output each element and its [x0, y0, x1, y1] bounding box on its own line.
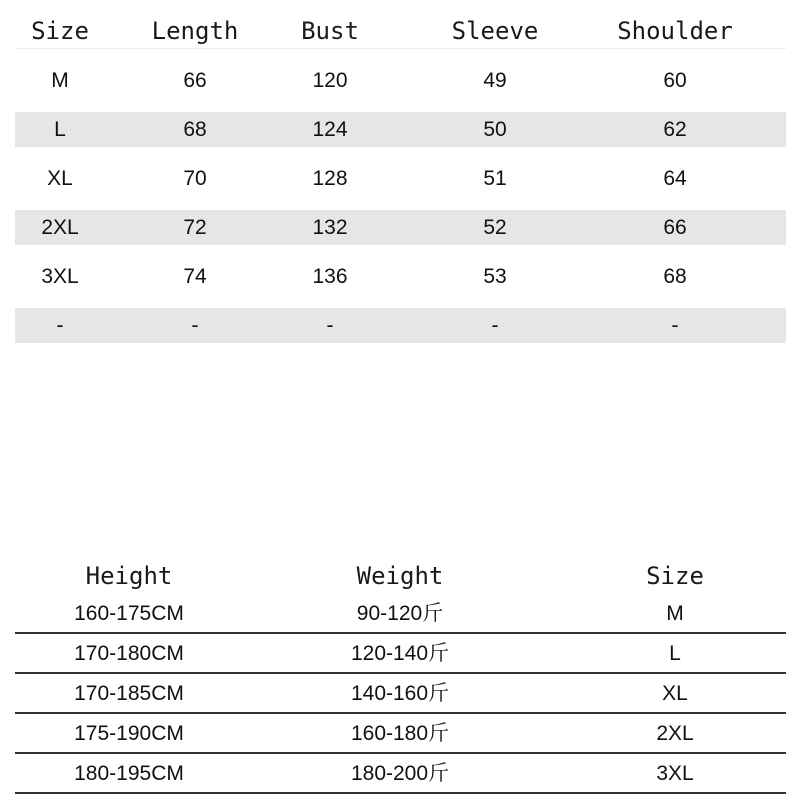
cell-bust: -: [326, 314, 334, 337]
cell-length: 74: [183, 265, 207, 288]
cell-sleeve: 51: [483, 167, 507, 190]
cell-weight: 120-140斤: [350, 642, 450, 665]
cell-sleeve: 50: [483, 118, 507, 141]
cell-shoulder: 60: [663, 69, 687, 92]
cell-bust: 124: [312, 118, 348, 141]
cell-shoulder: 62: [663, 118, 687, 141]
cell-size: M: [666, 602, 684, 625]
size-chart-header: [15, 14, 786, 49]
fit-guide-header: [15, 558, 786, 594]
cell-shoulder: 66: [663, 216, 687, 239]
table-row: [15, 594, 786, 634]
cell-bust: 136: [312, 265, 348, 288]
cell-size: 2XL: [41, 216, 79, 239]
header-height: Height: [85, 562, 173, 590]
table-row: [15, 754, 786, 794]
header-sleeve: Sleeve: [451, 17, 539, 45]
header-length: Length: [151, 17, 239, 45]
cell-weight: 90-120斤: [356, 602, 444, 625]
table-row: [15, 259, 786, 294]
cell-length: 70: [183, 167, 207, 190]
cell-sleeve: -: [491, 314, 499, 337]
table-row: [15, 161, 786, 196]
table-row: [15, 634, 786, 674]
cell-shoulder: 68: [663, 265, 687, 288]
cell-height: 170-180CM: [74, 642, 184, 665]
cell-height: 170-185CM: [74, 682, 184, 705]
cell-height: 160-175CM: [74, 602, 184, 625]
cell-size: 3XL: [656, 762, 694, 785]
cell-shoulder: -: [671, 314, 679, 337]
cell-height: 180-195CM: [74, 762, 184, 785]
fit-guide-table: [15, 558, 786, 794]
cell-size: 3XL: [41, 265, 79, 288]
table-row: [15, 112, 786, 147]
size-chart-table: [15, 14, 786, 343]
cell-size: XL: [662, 682, 688, 705]
table-row: [15, 210, 786, 245]
table-row: [15, 714, 786, 754]
cell-height: 175-190CM: [74, 722, 184, 745]
header-weight: Weight: [356, 562, 444, 590]
table-row: [15, 308, 786, 343]
cell-weight: 140-160斤: [350, 682, 450, 705]
cell-length: 68: [183, 118, 207, 141]
cell-size: M: [51, 69, 69, 92]
cell-weight: 180-200斤: [350, 762, 450, 785]
cell-bust: 128: [312, 167, 348, 190]
header-size: Size: [646, 562, 704, 590]
cell-sleeve: 53: [483, 265, 507, 288]
header-shoulder: Shoulder: [617, 17, 733, 45]
cell-size: -: [56, 314, 64, 337]
header-bust: Bust: [301, 17, 359, 45]
cell-length: 72: [183, 216, 207, 239]
cell-size: L: [54, 118, 66, 141]
table-row: [15, 674, 786, 714]
cell-size: 2XL: [656, 722, 694, 745]
cell-size: XL: [47, 167, 73, 190]
cell-bust: 132: [312, 216, 348, 239]
header-size: Size: [31, 17, 89, 45]
cell-size: L: [669, 642, 681, 665]
cell-weight: 160-180斤: [350, 722, 450, 745]
cell-length: 66: [183, 69, 207, 92]
cell-bust: 120: [312, 69, 348, 92]
cell-length: -: [191, 314, 199, 337]
cell-sleeve: 52: [483, 216, 507, 239]
cell-shoulder: 64: [663, 167, 687, 190]
cell-sleeve: 49: [483, 69, 507, 92]
table-row: [15, 63, 786, 98]
